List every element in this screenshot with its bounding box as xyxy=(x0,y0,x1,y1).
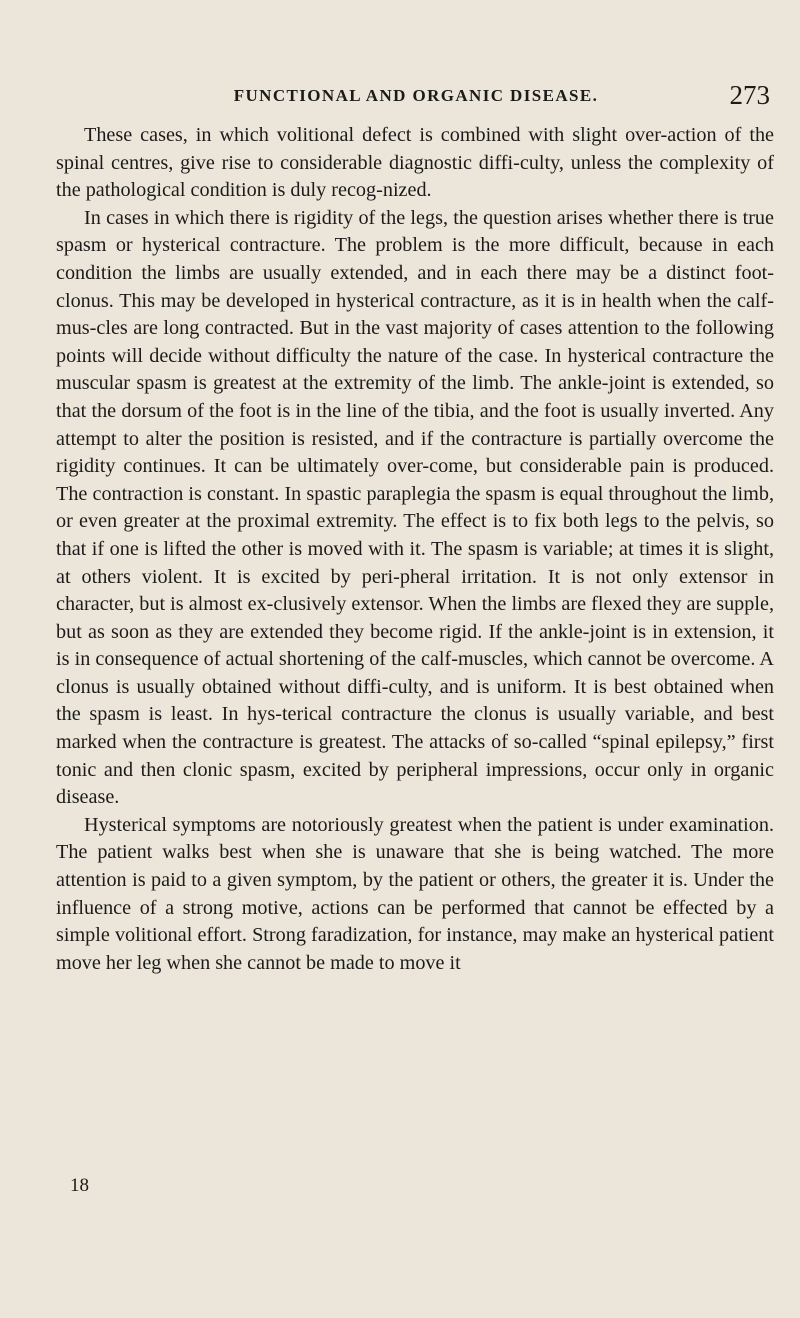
body-text xyxy=(56,122,774,977)
page-number: 273 xyxy=(729,80,770,110)
signature-mark: 18 xyxy=(70,1175,89,1196)
paragraph: Hysterical symptoms are notoriously greatest when the patient is under examination. The patient walks best when she is unaware that she is being watched. The more attention is paid to a given symptom, by the patient or others, the greater it is. Under the influence of a strong motive, actions can be performed that cannot be effected by a simple volitional effort. Strong faradization, for instance, may make an hysterical patient move her leg when she cannot be made to move it xyxy=(56,813,774,974)
running-head xyxy=(62,80,770,120)
running-title: FUNCTIONAL AND ORGANIC DISEASE. xyxy=(233,86,599,105)
paragraph: In cases in which there is rigidity of the legs, the question arises whether there is true spasm or hysterical contracture. The problem is the more difficult, because in each condition the limbs are usually extended, and in each there may be a distinct foot-clonus. This may be developed in hysterical contracture, as it is in health when the calf-mus-cles are long contracted. But in the vast majority of cases attention to the following points will decide without difficulty the nature of the case. In hysterical contracture the muscular spasm is greatest at the extremity of the limb. The ankle-joint is extended, so that the dorsum of the foot is in the line of the tibia, and the foot is usually inverted. Any attempt to alter the position is resisted, and if the contracture is partially overcome the rigidity continues. It can be ultimately over-come, but considerable pain is produced. The contraction is constant. In spastic paraplegia the spasm is equal throughout the limb, or even greater at the proximal extremity. The effect is to fix both legs to the pelvis, so that if one is lifted the other is moved with it. The spasm is variable; at times it is slight, at others violent. It is excited by peri-pheral irritation. It is not only extensor in character, but is almost ex-clusively extensor. When the limbs are flexed they are supple, but as soon as they are extended they become rigid. If the ankle-joint is in extension, it is in consequence of actual shortening of the calf-muscles, which cannot be overcome. A clonus is usually obtained without diffi-culty, and is uniform. It is best obtained when the spasm is least. In hys-terical contracture the clonus is usually variable, and best marked when the contracture is greatest. The attacks of so-called “spinal epilepsy,” first tonic and then clonic spasm, excited by peripheral impressions, occur only in organic disease. xyxy=(56,206,774,809)
paragraph: These cases, in which volitional defect is combined with slight over-action of the spinal centres, give rise to considerable diagnostic diffi-culty, unless the complexity of the pathological condition is duly recog-nized. xyxy=(56,124,774,202)
